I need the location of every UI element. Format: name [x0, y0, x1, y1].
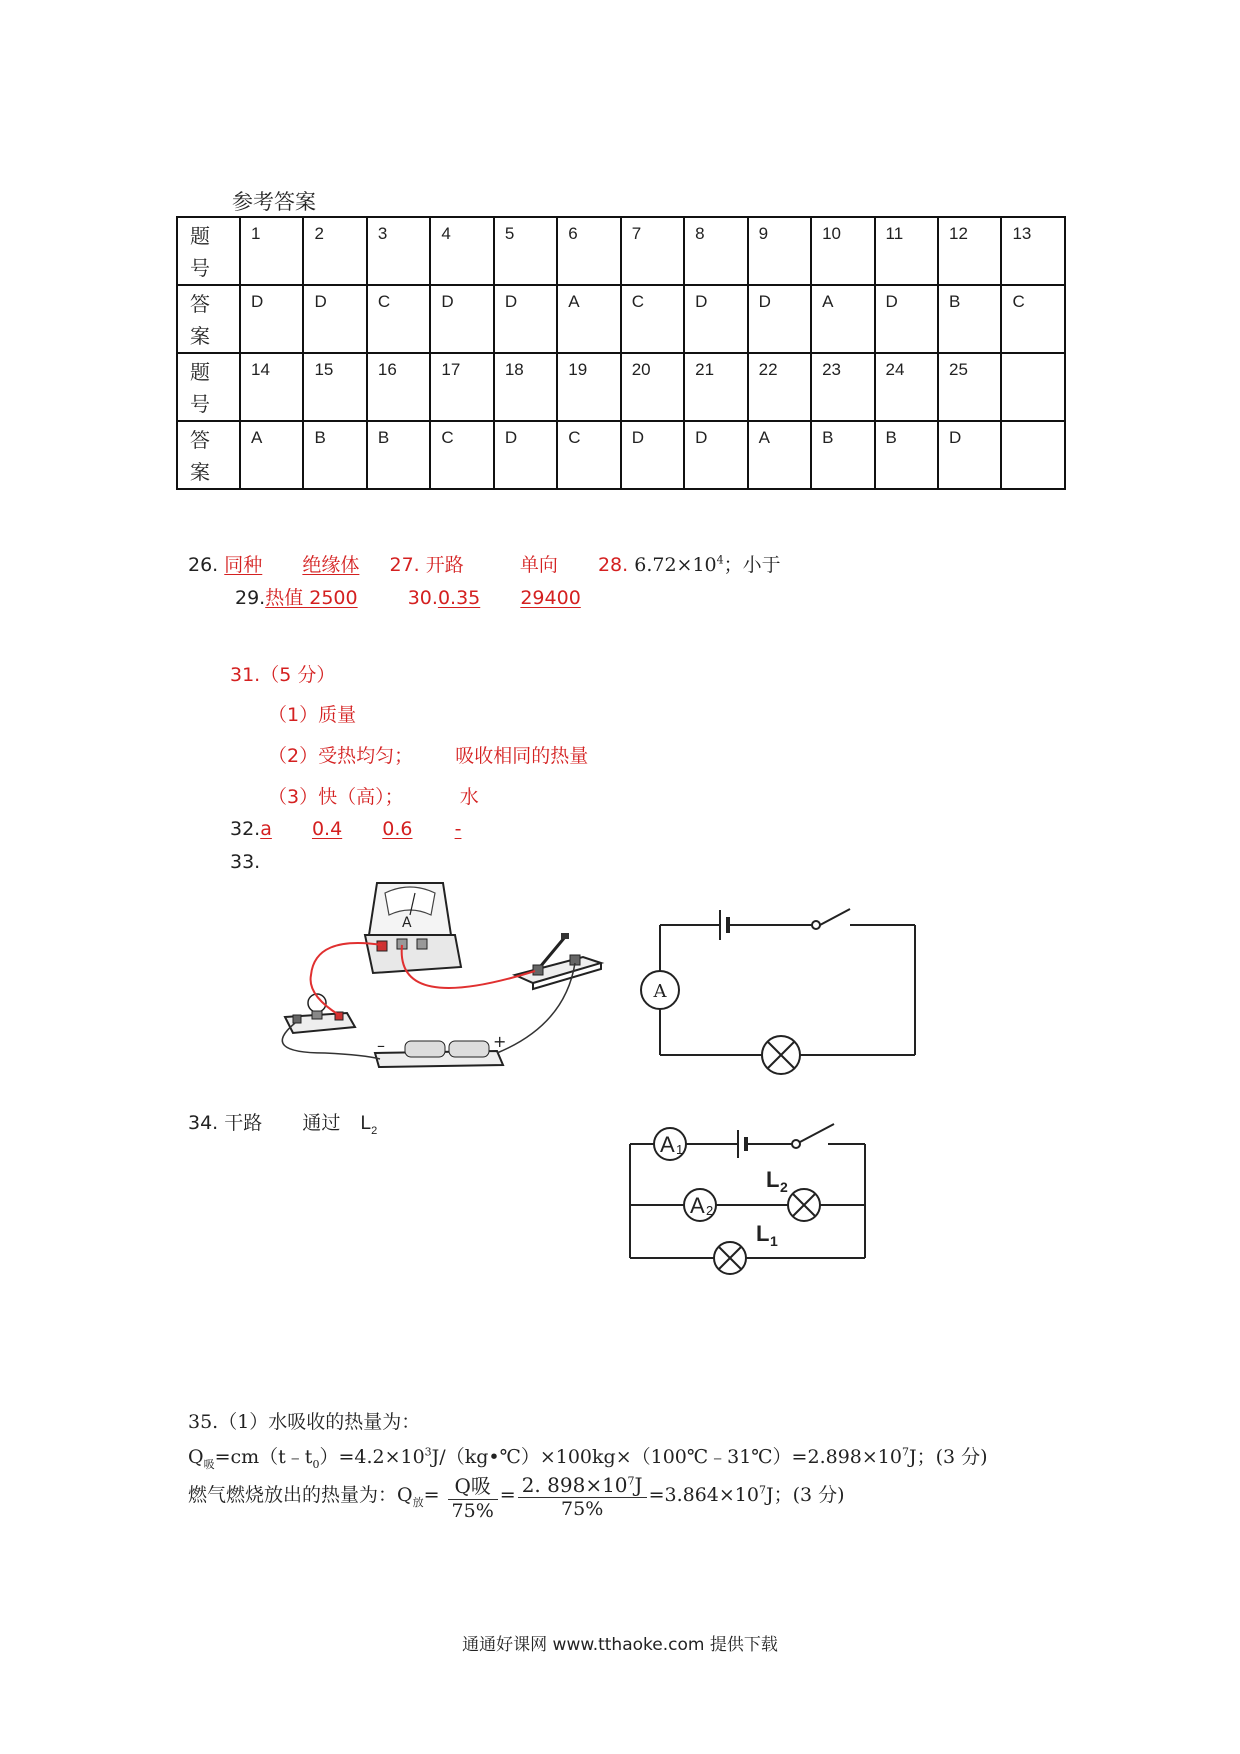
- q27-number: 27.: [389, 554, 420, 576]
- table-cell: 19: [557, 353, 620, 421]
- q31-heading: 31.（5 分）: [230, 664, 336, 686]
- table-cell: 21: [684, 353, 747, 421]
- table-cell: 7: [621, 217, 684, 285]
- table-row: [177, 285, 1065, 353]
- q35-fraction-1: $\frac{\text{Q吸}}{75\%}$: [448, 1470, 498, 1522]
- table-row: [177, 217, 1065, 285]
- answers-32: [230, 818, 461, 840]
- ammeter-symbol-label: A: [653, 981, 667, 1002]
- svg-text:1: 1: [676, 1142, 684, 1157]
- q26-number: 26.: [188, 554, 219, 576]
- table-cell: C: [367, 285, 430, 353]
- table-cell: D: [240, 285, 303, 353]
- q28-exponent: 4: [716, 553, 724, 567]
- table-cell: D: [748, 285, 811, 353]
- answers-34: 34. 干路 通过 $L_2$: [188, 1112, 378, 1137]
- q28-value: 6.72×10: [634, 554, 717, 576]
- table-cell: B: [367, 421, 430, 489]
- table-row: [177, 421, 1065, 489]
- knife-switch: [515, 933, 601, 989]
- table-cell: 24: [875, 353, 938, 421]
- q26-answer-1: 同种: [224, 554, 263, 576]
- table-cell: 4: [430, 217, 493, 285]
- svg-text:–: –: [377, 1036, 385, 1055]
- table-cell: D: [875, 285, 938, 353]
- q33-number: 33.: [230, 851, 261, 873]
- page-title: 参考答案: [232, 190, 316, 214]
- table-cell: C: [621, 285, 684, 353]
- q35-fraction-2: $\frac{2. 898\times 10^7J}{75\%}$: [518, 1473, 647, 1520]
- table-cell: 10: [811, 217, 874, 285]
- q30-answer-1: 0.35: [437, 587, 481, 609]
- table-cell: 3: [367, 217, 430, 285]
- series-circuit-diagram: [640, 905, 930, 1085]
- table-cell: B: [875, 421, 938, 489]
- q31-answer-1: （1）质量: [268, 704, 357, 726]
- q34-answer-3: L: [360, 1113, 372, 1134]
- table-cell: 9: [748, 217, 811, 285]
- q31-answer-3: （3）快（高）； 水: [268, 786, 479, 808]
- svg-text:1: 1: [770, 1233, 778, 1249]
- q34-answer-1: 干路: [224, 1112, 263, 1134]
- table-cell: A: [240, 421, 303, 489]
- row-label: 题 号: [177, 217, 240, 285]
- table-cell: 2: [303, 217, 366, 285]
- q32-answer-1: a: [260, 818, 272, 840]
- table-cell: 18: [494, 353, 557, 421]
- lamp-l2-label: L: [766, 1167, 780, 1192]
- ammeter-label: A: [402, 915, 412, 931]
- q28-tail: ；小于: [723, 554, 781, 576]
- battery-holder: [375, 1032, 506, 1067]
- q34-answer-2: 通过: [302, 1112, 341, 1134]
- answer-table: [176, 216, 1066, 490]
- table-cell: 12: [938, 217, 1001, 285]
- table-cell: 16: [367, 353, 430, 421]
- table-cell: B: [938, 285, 1001, 353]
- row-label: 答 案: [177, 421, 240, 489]
- q26-answer-2: 绝缘体: [302, 554, 360, 576]
- row-label: 题 号: [177, 353, 240, 421]
- ammeter-a1-label: A: [660, 1132, 675, 1157]
- table-cell: 25: [938, 353, 1001, 421]
- q32-answer-2: 0.4: [311, 818, 343, 840]
- q35-line-1: 35.（1）水吸收的热量为：: [188, 1411, 421, 1433]
- table-cell: D: [621, 421, 684, 489]
- lamp-l1-label: L: [756, 1221, 770, 1246]
- svg-text:2: 2: [706, 1203, 714, 1218]
- table-cell: 11: [875, 217, 938, 285]
- svg-text:+: +: [493, 1032, 507, 1051]
- table-cell: B: [811, 421, 874, 489]
- parallel-circuit-diagram: [620, 1110, 870, 1285]
- q30-number: 30.: [407, 587, 438, 609]
- table-cell: 8: [684, 217, 747, 285]
- table-cell: C: [430, 421, 493, 489]
- table-cell: 14: [240, 353, 303, 421]
- q27-answer-2: 单向: [519, 554, 558, 576]
- row-label: 答 案: [177, 285, 240, 353]
- table-cell: B: [303, 421, 366, 489]
- table-cell: D: [494, 285, 557, 353]
- table-cell: D: [938, 421, 1001, 489]
- table-cell: A: [811, 285, 874, 353]
- table-cell: 23: [811, 353, 874, 421]
- q27-answer-1: 开路: [425, 554, 464, 576]
- table-cell: 5: [494, 217, 557, 285]
- table-cell: A: [748, 421, 811, 489]
- q32-answer-4: -: [454, 818, 462, 840]
- table-cell: 17: [430, 353, 493, 421]
- q34-number: 34.: [188, 1112, 219, 1134]
- q35-line-3: 燃气燃烧放出的热量为：$Q_放=$ $\frac{\text{Q吸}}{75\%}$ = $\frac{2. 898\times 10^7J}{75\%}$ $=3.864\times 10^7J$；(3 分): [188, 1470, 845, 1522]
- table-cell: D: [494, 421, 557, 489]
- q28-number: 28.: [597, 554, 629, 576]
- answers-29-30: [235, 583, 581, 610]
- svg-text:2: 2: [780, 1179, 788, 1195]
- ammeter-a2-label: A: [690, 1193, 705, 1218]
- table-cell: [1001, 353, 1065, 421]
- q32-number: 32.: [230, 818, 261, 840]
- table-cell: 1: [240, 217, 303, 285]
- table-cell: 15: [303, 353, 366, 421]
- table-cell: 20: [621, 353, 684, 421]
- q30-answer-2: 29400: [520, 587, 581, 609]
- q35-line-2: $Q_吸=cm(t﹣t_0)=4.2\times 10^3J/(kg•℃)\times 100kg\times(100℃﹣31℃)=2.898\times 10^7J$；(3 分): [188, 1445, 988, 1471]
- answers-26-28: [188, 550, 781, 577]
- table-cell: A: [557, 285, 620, 353]
- table-cell: D: [684, 285, 747, 353]
- table-cell: 22: [748, 353, 811, 421]
- q29-number: 29.: [235, 587, 266, 609]
- table-cell: D: [303, 285, 366, 353]
- table-cell: D: [430, 285, 493, 353]
- physical-circuit-illustration: [265, 875, 625, 1090]
- table-cell: C: [1001, 285, 1065, 353]
- table-row: [177, 353, 1065, 421]
- q31-answer-2: （2）受热均匀； 吸收相同的热量: [268, 745, 589, 767]
- q29-answer: 热值 2500: [265, 587, 358, 609]
- footer-text: 通通好课网 www.tthaoke.com 提供下载: [462, 1635, 778, 1655]
- table-cell: [1001, 421, 1065, 489]
- table-cell: 13: [1001, 217, 1065, 285]
- table-cell: D: [684, 421, 747, 489]
- table-cell: 6: [557, 217, 620, 285]
- q32-answer-3: 0.6: [382, 818, 413, 840]
- ammeter-device: [365, 883, 461, 973]
- table-cell: C: [557, 421, 620, 489]
